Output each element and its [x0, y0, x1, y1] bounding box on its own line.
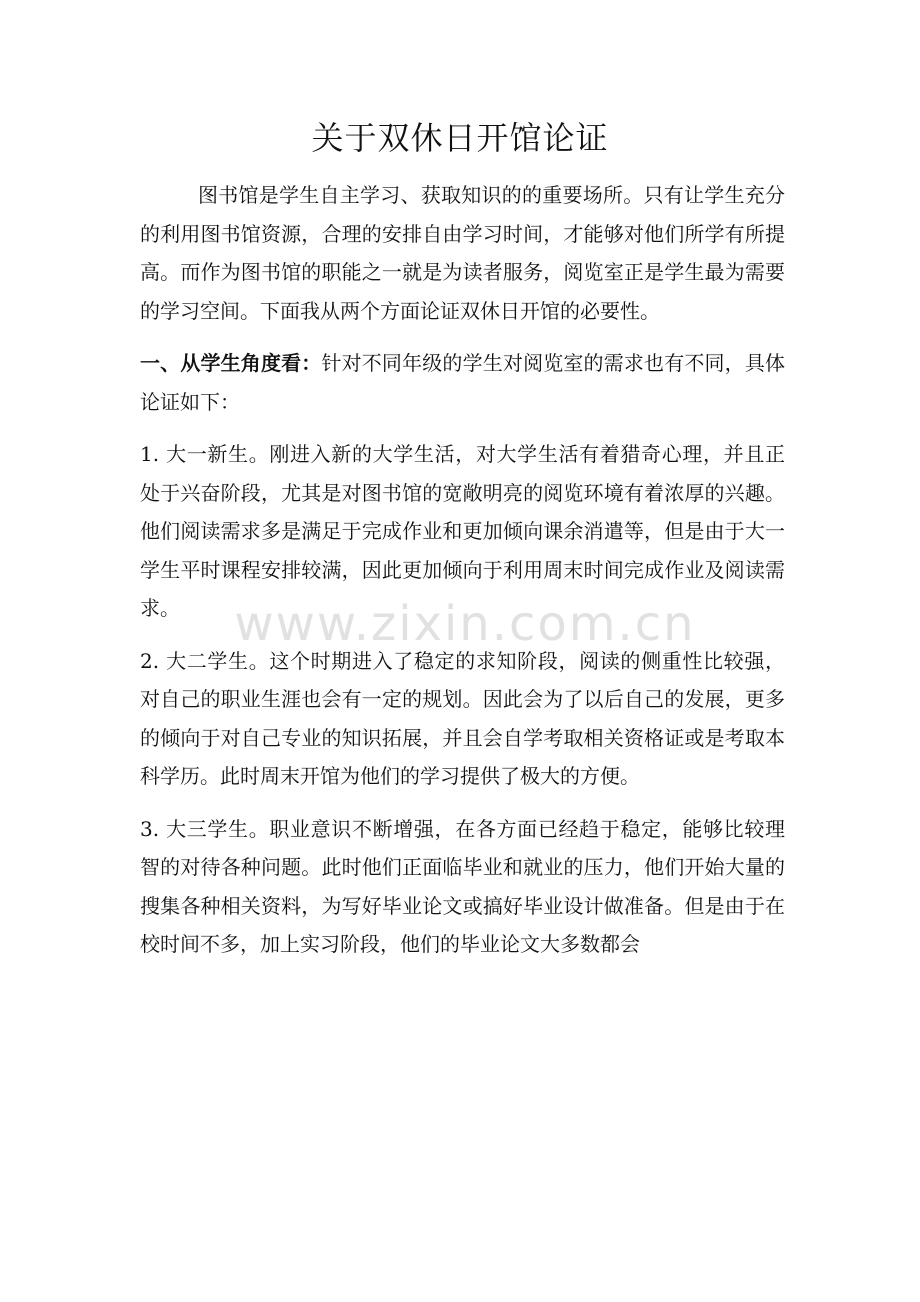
section-1-paragraph	[140, 344, 785, 421]
section-1-text: 针对不同年级的学生对阅览室的需求也有不同，具体论证如下：	[140, 351, 786, 414]
section-1-heading: 一、从学生角度看：	[140, 351, 322, 375]
item-juniors: 3. 大三学生。职业意识不断增强，在各方面已经趋于稳定，能够比较理智的对待各种问题。此时他们正面临毕业和就业的压力，他们开始大量的搜集各种相关资料，为写好毕业论文或搞好毕业设计做准备。但是由于在校时间不多，加上实习阶段，他们的毕业论文大多数都会	[140, 816, 785, 956]
item-freshmen: 1. 大一新生。刚进入新的大学生活，对大学生活有着猎奇心理，并且正处于兴奋阶段，尤其是对图书馆的宽敞明亮的阅览环境有着浓厚的兴趣。他们阅读需求多是满足于完成作业和更加倾向课余消遣等，但是由于大一学生平时课程安排较满，因此更加倾向于利用周末时间完成作业及阅读需求。	[140, 442, 785, 620]
watermark: www.zixin.com.cn	[234, 596, 696, 652]
intro-paragraph: 图书馆是学生自主学习、获取知识的的重要场所。只有让学生充分的利用图书馆资源，合理的安排自由学习时间，才能够对他们所学有所提高。而作为图书馆的职能之一就是为读者服务，阅览室正是学生最为需要的学习空间。下面我从两个方面论证双休日开馆的必要性。	[140, 183, 785, 323]
document-title: 关于双休日开馆论证	[311, 119, 609, 157]
item-sophomores: 2. 大二学生。这个时期进入了稳定的求知阶段，阅读的侧重性比较强，对自己的职业生涯也会有一定的规划。因此会为了以后自己的发展，更多的倾向于对自己专业的知识拓展，并且会自学考取相关资格证或是考取本科学历。此时周末开馆为他们的学习提供了极大的方便。	[140, 648, 785, 788]
document-body	[140, 176, 785, 964]
